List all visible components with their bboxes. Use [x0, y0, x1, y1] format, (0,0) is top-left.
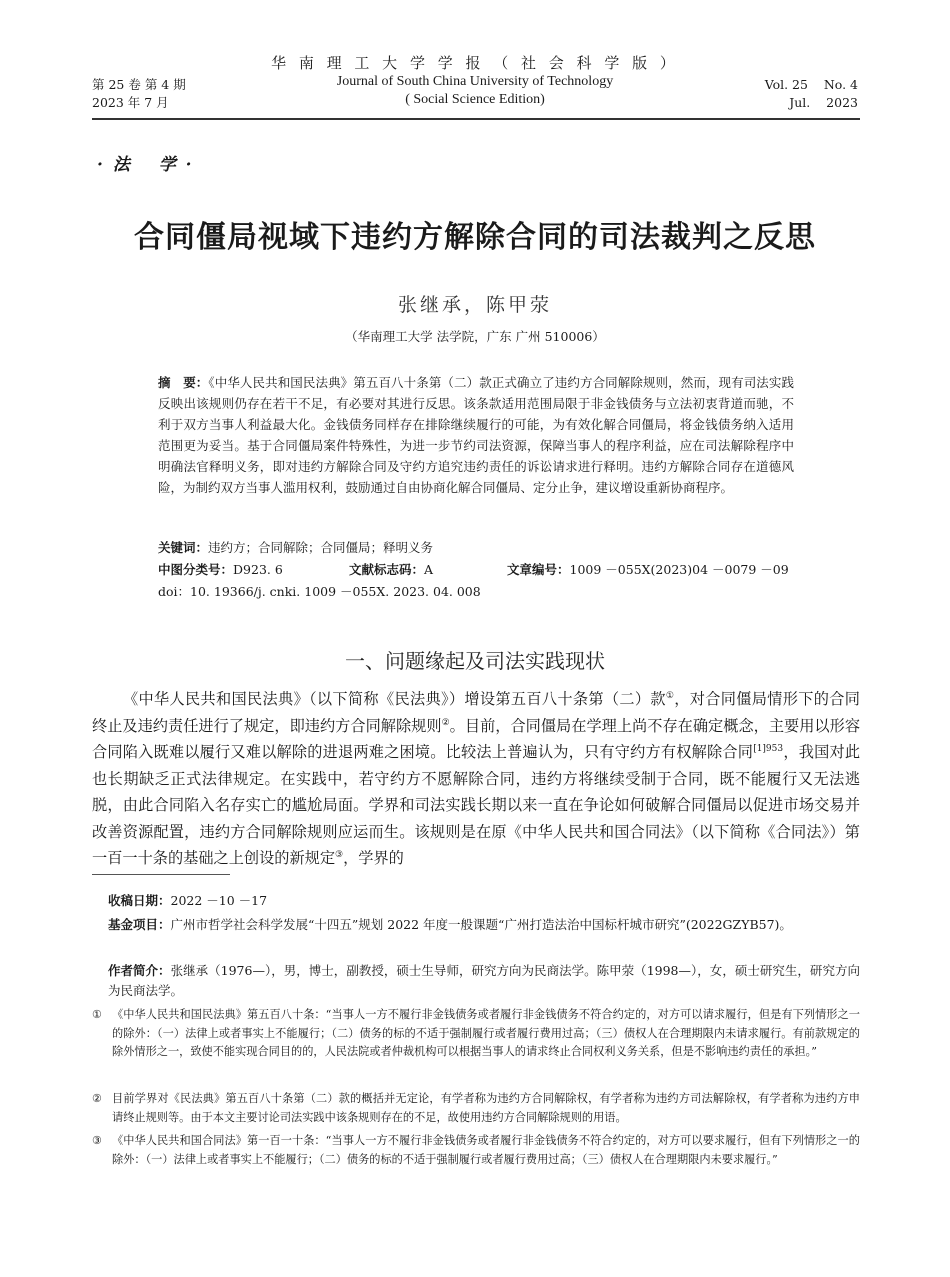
clc-value: D923. 6	[233, 562, 283, 577]
footnote-3	[92, 1132, 860, 1169]
issue-info-cn	[92, 76, 186, 112]
footnote-1-number: ①	[92, 1008, 103, 1021]
footnote-ref-3[interactable]: ③	[335, 849, 344, 860]
doi: doi：10. 19366/j. cnki. 1009 －055X. 2023. 04. 008	[158, 584, 481, 599]
footnote-3-text: 《中华人民共和国合同法》第一百一十条：“当事人一方不履行非金钱债务或者履行非金钱债务不符合约定的，对方可以要求履行，但有下列情形之一的除外：（一）法律上或者事实上不能履行；（二）债务的标的不适于强制履行或者履行费用过高；（三）债权人在合理期限内未要求履行。”	[112, 1134, 860, 1166]
abstract	[158, 372, 794, 498]
doc-code-value: A	[424, 562, 434, 577]
article-number-value: 1009 －055X(2023)04 －0079 －09	[569, 562, 789, 577]
body-text-4: ，我国对此也长期缺乏正式法律规定。在实践中，若守约方不愿解除合同，违约方将继续受制于合同，既不能履行又无法逃脱，由此合同陷入名存实亡的尴尬局面。学界和司法实践长期以来一直在争论如何破解合同僵局以促进市场交易并改善资源配置，违约方合同解除规则应运而生。该规则是在原《中华人民共和国合同法》（以下简称《合同法》）第一百一十条的基础之上创设的新规定	[92, 743, 861, 867]
authors: 张继承，陈甲荥	[397, 294, 552, 316]
author-bio-label: 作者简介：	[108, 963, 171, 978]
header-rule	[92, 118, 860, 120]
received-date	[108, 891, 860, 911]
footnote-1	[92, 1006, 860, 1062]
keywords-text: 违约方；合同解除；合同僵局；释明义务	[208, 540, 434, 555]
received-value: 2022 －10 －17	[170, 893, 268, 908]
footnote-2-text: 目前学界对《民法典》第五百八十条第（二）款的概括并无定论，有学者称为违约方合同解除权，有学者称为违约方司法解除权，有学者称为违约方申请终止规则等。由于本文主要讨论司法实践中该条规则存在的不足，故使用违约方合同解除规则的用语。	[112, 1092, 860, 1124]
body-text-2: ，对合同僵局情形下的合同终止及违约责任进行了规定，即违约方合同解除规则	[92, 690, 860, 735]
body-text-5: ，学界的	[343, 849, 404, 867]
footnote-rule	[92, 874, 230, 875]
footnote-1-text: 《中华人民共和国民法典》第五百八十条：“当事人一方不履行非金钱债务或者履行非金钱债务不符合约定的，对方可以请求履行，但是有下列情形之一的除外：（一）法律上或者事实上不能履行；（二）债务的标的不适于强制履行或者履行费用过高；（三）债权人在合理期限内未请求履行。有前款规定的除外情形之一，致使不能实现合同目的的，人民法院或者仲裁机构可以根据当事人的请求终止合同权利义务关系，但是不影响违约责任的承担。”	[112, 1008, 860, 1058]
journal-edition-en: ( Social Science Edition)	[405, 92, 545, 107]
volume-issue-cn: 第 25 卷 第 4 期	[92, 77, 186, 92]
citation-ref[interactable]: [1]953	[753, 743, 784, 754]
section-tag: · 法 学 ·	[97, 155, 194, 175]
section-heading: 一、问题缘起及司法实践现状	[345, 649, 605, 673]
article-title: 合同僵局视域下违约方解除合同的司法裁判之反思	[134, 220, 816, 255]
journal-name-cn: 华 南 理 工 大 学 学 报 （ 社 会 科 学 版 ）	[271, 54, 679, 72]
affiliation: （华南理工大学 法学院，广东 广州 510006）	[345, 329, 605, 344]
article-number-label: 文章编号：	[507, 562, 570, 577]
fund-info	[108, 915, 860, 935]
body-paragraph	[92, 686, 860, 872]
date-en: Jul. 2023	[789, 95, 858, 110]
abstract-text: 《中华人民共和国民法典》第五百八十条第（二）款正式确立了违约方合同解除规则，然而，现有司法实践反映出该规则仍存在若干不足，有必要对其进行反思。该条款适用范围局限于非金钱债务与立法初衷背道而驰，不利于双方当事人利益最大化。金钱债务同样存在排除继续履行的可能，为有效化解合同僵局，将金钱债务纳入适用范围更为妥当。基于合同僵局案件特殊性，为进一步节约司法资源，保障当事人的程序利益，应在司法解除程序中明确法官释明义务，即对违约方解除合同及守约方追究违约责任的诉讼请求进行释明。违约方解除合同存在道德风险，为制约双方当事人滥用权利，鼓励通过自由协商化解合同僵局、定分止争，建议增设重新协商程序。	[158, 375, 794, 495]
author-bio-value: 张继承（1976—），男，博士，副教授，硕士生导师，研究方向为民商法学。陈甲荥（1998—），女，硕士研究生，研究方向为民商法学。	[108, 963, 860, 998]
body-text-1: 《中华人民共和国民法典》（以下简称《民法典》）增设第五百八十条第（二）款	[123, 690, 666, 708]
fund-value: 广州市哲学社会科学发展“十四五”规划 2022 年度一般课题“广州打造法治中国标杆城市研究”(2022GZYB57)。	[170, 917, 792, 932]
footnote-ref-2[interactable]: ②	[441, 717, 450, 728]
issue-info-en	[765, 76, 858, 112]
date-cn: 2023 年 7 月	[92, 95, 169, 110]
doc-code-label: 文献标志码：	[349, 562, 425, 577]
footnote-3-number: ③	[92, 1134, 103, 1147]
author-bio	[108, 961, 860, 1001]
keywords-label: 关键词：	[158, 540, 209, 555]
received-label: 收稿日期：	[108, 893, 171, 908]
footnote-2-number: ②	[92, 1092, 103, 1105]
volume-issue-en: Vol. 25 No. 4	[764, 77, 858, 92]
abstract-label: 摘 要：	[158, 375, 209, 390]
fund-label: 基金项目：	[108, 917, 171, 932]
journal-name-en: Journal of South China University of Technology	[336, 74, 614, 89]
body-text-3: 。目前，合同僵局在学理上尚不存在确定概念，主要用以形容合同陷入既难以履行又难以解除的进退两难之困境。比较法上普遍认为，只有守约方有权解除合同	[92, 716, 861, 761]
footnote-2	[92, 1090, 860, 1127]
clc-label: 中图分类号：	[158, 562, 234, 577]
footnote-ref-1[interactable]: ①	[665, 690, 675, 701]
